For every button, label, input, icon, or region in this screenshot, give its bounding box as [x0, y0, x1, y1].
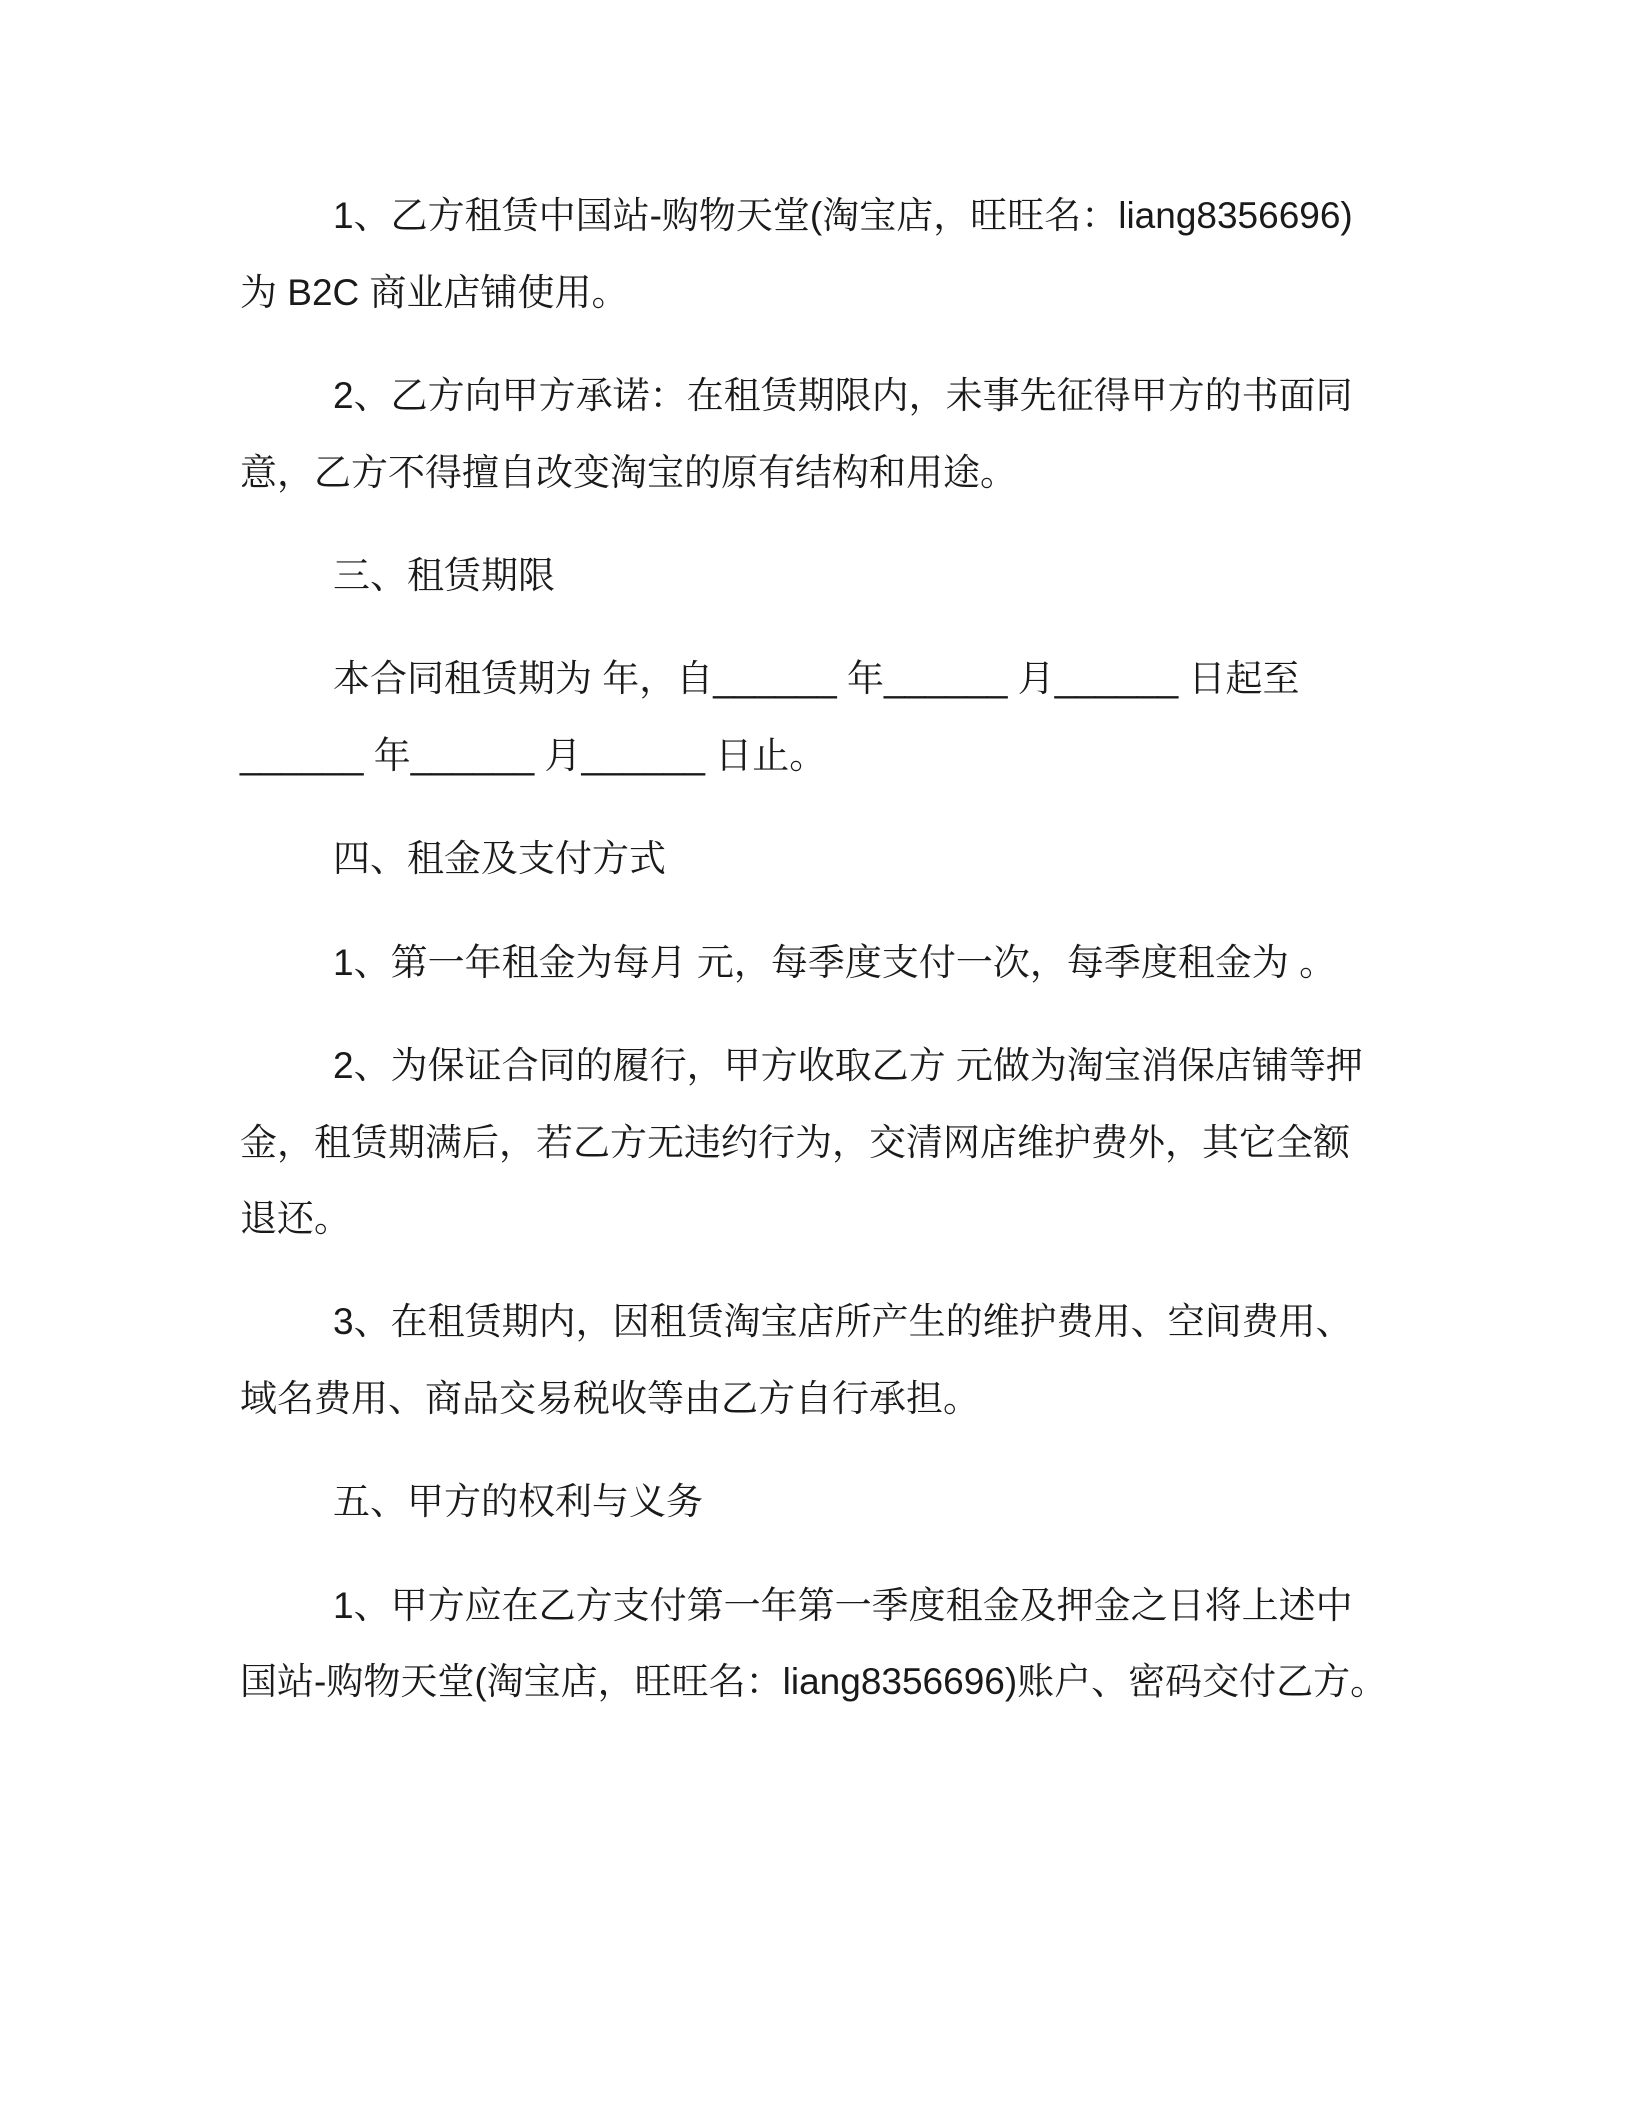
- clause-first-year-rent: [240, 925, 1490, 1002]
- clause-fees-borne-by-lessee: [240, 1284, 1490, 1437]
- paragraph-first-line: 2、乙方向甲方承诺：在租赁期限内，未事先征得甲方的书面同: [333, 374, 1353, 416]
- paragraph-line: 金，租赁期满后，若乙方无违约行为，交清网店维护费外，其它全额: [240, 1121, 1350, 1163]
- paragraph-line: 退还。: [240, 1198, 351, 1240]
- section-heading-lessor-rights-obligations: [240, 1464, 1490, 1541]
- paragraph-first-line: 1、第一年租金为每月 元，每季度支付一次，每季度租金为 。: [333, 941, 1337, 983]
- document-body: [240, 178, 1490, 1748]
- section-heading-text: 三、租赁期限: [333, 554, 555, 596]
- clause-deposit: [240, 1028, 1490, 1258]
- paragraph-first-line: 2、为保证合同的履行，甲方收取乙方 元做为淘宝消保店铺等押: [333, 1044, 1363, 1086]
- paragraph-line: 域名费用、商品交易税收等由乙方自行承担。: [240, 1378, 980, 1420]
- paragraph-line: 为 B2C 商业店铺使用。: [240, 271, 629, 313]
- paragraph-line: 意，乙方不得擅自改变淘宝的原有结构和用途。: [240, 451, 1017, 493]
- clause-store-usage: [240, 178, 1490, 331]
- paragraph-first-line: 3、在租赁期内，因租赁淘宝店所产生的维护费用、空间费用、: [333, 1301, 1353, 1343]
- section-heading-lease-term: [240, 538, 1490, 615]
- section-heading-text: 五、甲方的权利与义务: [333, 1481, 703, 1523]
- paragraph-first-line: 本合同租赁期为 年，自______ 年______ 月______ 日起至: [333, 658, 1300, 700]
- clause-account-handover: [240, 1568, 1490, 1721]
- paragraph-first-line: 1、乙方租赁中国站-购物天堂(淘宝店，旺旺名：liang8356696): [333, 195, 1353, 236]
- clause-lessee-commitment: [240, 358, 1490, 511]
- paragraph-line: ______ 年______ 月______ 日止。: [240, 734, 827, 776]
- section-heading-text: 四、租金及支付方式: [333, 838, 666, 880]
- paragraph-line: 国站-购物天堂(淘宝店，旺旺名：liang8356696)账户、密码交付乙方。: [240, 1661, 1388, 1703]
- section-heading-rent-payment: [240, 821, 1490, 898]
- paragraph-first-line: 1、甲方应在乙方支付第一年第一季度租金及押金之日将上述中: [333, 1584, 1353, 1626]
- clause-lease-period: [240, 641, 1490, 794]
